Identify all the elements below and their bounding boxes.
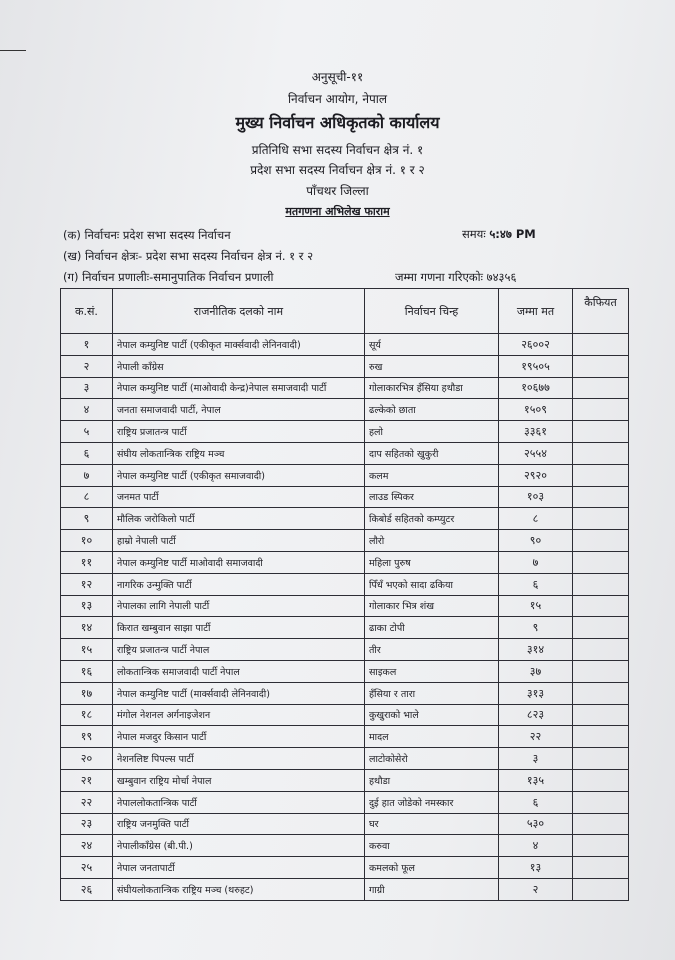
party-name-cell: जनमत पार्टी: [113, 486, 365, 508]
federal-constituency: प्रतिनिधि सभा सदस्य निर्वाचन क्षेत्र नं. १: [251, 143, 424, 157]
serial-cell: ५: [61, 421, 113, 443]
remarks-cell: [573, 442, 629, 464]
table-row: [61, 704, 629, 726]
votes-cell: ६: [499, 791, 573, 813]
time-label: समयः: [462, 227, 486, 241]
remarks-cell: [573, 508, 629, 530]
party-name-cell: नेपाल मजदुर किसान पार्टी: [113, 726, 365, 748]
table-row: [61, 660, 629, 682]
votes-cell: ८: [499, 508, 573, 530]
party-name-cell: नेपालका लागि नेपाली पार्टी: [113, 595, 365, 617]
symbol-cell: कुखुराको भाले: [365, 704, 499, 726]
remarks-cell: [573, 464, 629, 486]
remarks-cell: [573, 355, 629, 377]
table-row: [61, 639, 629, 661]
party-name-cell: मंगोल नेशनल अर्गनाइजेशन: [113, 704, 365, 726]
votes-cell: ३: [499, 748, 573, 770]
party-name-cell: राष्ट्रिय जनमुक्ति पार्टी: [113, 813, 365, 835]
table-row: [61, 878, 629, 900]
votes-cell: ७: [499, 551, 573, 573]
form-title: मतगणना अभिलेख फाराम: [285, 205, 390, 218]
remarks-cell: [573, 682, 629, 704]
vote-count-table: [60, 288, 629, 901]
serial-cell: २४: [61, 835, 113, 857]
votes-cell: ३३६१: [499, 421, 573, 443]
serial-cell: ४: [61, 399, 113, 421]
party-name-cell: संघीय लोकतान्त्रिक राष्ट्रिय मञ्च: [113, 442, 365, 464]
party-name-cell: हाम्रो नेपाली पार्टी: [113, 530, 365, 552]
serial-cell: २२: [61, 791, 113, 813]
serial-cell: २६: [61, 878, 113, 900]
provincial-constituency: प्रदेश सभा सदस्य निर्वाचन क्षेत्र नं. १ र २: [250, 163, 425, 177]
votes-cell: ३१४: [499, 639, 573, 661]
symbol-cell: लौरो: [365, 530, 499, 552]
votes-cell: १५: [499, 595, 573, 617]
serial-cell: २०: [61, 748, 113, 770]
symbol-cell: मादल: [365, 726, 499, 748]
remarks-cell: [573, 748, 629, 770]
serial-cell: १६: [61, 660, 113, 682]
votes-cell: ५३०: [499, 813, 573, 835]
remarks-cell: [573, 421, 629, 443]
party-name-cell: नेपाल कम्युनिष्ट पार्टी (माओवादी केन्द्र)नेपाल समाजवादी पार्टी: [113, 377, 365, 399]
votes-cell: २६००२: [499, 334, 573, 356]
table-row: [61, 486, 629, 508]
table-row: [61, 442, 629, 464]
table-row: [61, 595, 629, 617]
party-name-cell: नेपालीकाँग्रेस (बी.पी.): [113, 835, 365, 857]
votes-cell: ९०: [499, 530, 573, 552]
symbol-cell: पिँधँ भएको सादा ढकिया: [365, 573, 499, 595]
serial-cell: ९: [61, 508, 113, 530]
party-name-cell: नेपाल जनतापार्टी: [113, 857, 365, 879]
table-row: [61, 355, 629, 377]
party-name-cell: नेपाललोकतान्त्रिक पार्टी: [113, 791, 365, 813]
table-row: [61, 377, 629, 399]
total-counted: [395, 270, 517, 285]
table-row: [61, 617, 629, 639]
table-row: [61, 835, 629, 857]
table-row: [61, 682, 629, 704]
serial-cell: २: [61, 355, 113, 377]
party-name-cell: नेशनलिष्ट पिपल्स पार्टी: [113, 748, 365, 770]
remarks-cell: [573, 704, 629, 726]
serial-cell: १८: [61, 704, 113, 726]
party-name-cell: मौलिक जरोकिलो पार्टी: [113, 508, 365, 530]
serial-cell: ११: [61, 551, 113, 573]
remarks-cell: [573, 813, 629, 835]
serial-cell: १३: [61, 595, 113, 617]
votes-cell: २२: [499, 726, 573, 748]
serial-cell: २१: [61, 769, 113, 791]
total-counted-label: जम्मा गणना गरिएकोः: [395, 270, 483, 284]
remarks-cell: [573, 617, 629, 639]
symbol-cell: हलो: [365, 421, 499, 443]
votes-cell: १९५०५: [499, 355, 573, 377]
margin-line: [0, 50, 26, 51]
table-row: [61, 508, 629, 530]
table-row: [61, 334, 629, 356]
party-name-cell: नेपाली काँग्रेस: [113, 355, 365, 377]
serial-cell: १०: [61, 530, 113, 552]
serial-cell: ७: [61, 464, 113, 486]
election-type: (क) निर्वाचनः प्रदेश सभा सदस्य निर्वाचन: [63, 228, 231, 242]
party-name-cell: नेपाल कम्युनिष्ट पार्टी (एकीकृत मार्क्सवादी लेनिनवादी): [113, 334, 365, 356]
remarks-cell: [573, 835, 629, 857]
symbol-cell: साइकल: [365, 660, 499, 682]
table-row: [61, 399, 629, 421]
party-name-cell: लोकतान्त्रिक समाजवादी पार्टी नेपाल: [113, 660, 365, 682]
symbol-cell: किबोर्ड सहितको कम्प्युटर: [365, 508, 499, 530]
votes-cell: ८२३: [499, 704, 573, 726]
district-name: पाँचथर जिल्ला: [306, 184, 369, 198]
col-header-remarks: कैफियत: [573, 289, 629, 334]
party-name-cell: नेपाल कम्युनिष्ट पार्टी माओवादी समाजवादी: [113, 551, 365, 573]
votes-cell: ९: [499, 617, 573, 639]
symbol-cell: घर: [365, 813, 499, 835]
votes-cell: ३७: [499, 660, 573, 682]
remarks-cell: [573, 660, 629, 682]
table-row: [61, 726, 629, 748]
symbol-cell: तीर: [365, 639, 499, 661]
party-name-cell: राष्ट्रिय प्रजातन्त्र पार्टी नेपाल: [113, 639, 365, 661]
table-row: [61, 530, 629, 552]
symbol-cell: लाटोकोसेरो: [365, 748, 499, 770]
votes-cell: २९२०: [499, 464, 573, 486]
party-name-cell: नेपाल कम्युनिष्ट पार्टी (एकीकृत समाजवादी): [113, 464, 365, 486]
table-row: [61, 769, 629, 791]
votes-cell: १०३: [499, 486, 573, 508]
remarks-cell: [573, 769, 629, 791]
schedule-label: अनुसूची-११: [311, 70, 364, 84]
party-name-cell: संघीयलोकतान्त्रिक राष्ट्रिय मञ्च (थरुहट): [113, 878, 365, 900]
office-title: मुख्य निर्वाचन अधिकृतको कार्यालय: [235, 113, 440, 132]
party-name-cell: खम्बुवान राष्ट्रिय मोर्चा नेपाल: [113, 769, 365, 791]
remarks-cell: [573, 726, 629, 748]
remarks-cell: [573, 551, 629, 573]
symbol-cell: दुई हात जोडेको नमस्कार: [365, 791, 499, 813]
symbol-cell: सूर्य: [365, 334, 499, 356]
symbol-cell: दाप सहितको खुकुरी: [365, 442, 499, 464]
symbol-cell: ढाका टोपी: [365, 617, 499, 639]
serial-cell: ८: [61, 486, 113, 508]
party-name-cell: राष्ट्रिय प्रजातन्त्र पार्टी: [113, 421, 365, 443]
symbol-cell: कलम: [365, 464, 499, 486]
votes-cell: ३१३: [499, 682, 573, 704]
remarks-cell: [573, 486, 629, 508]
time-value: ५:४७ PM: [489, 227, 536, 241]
total-counted-value: ७४३५६: [486, 270, 517, 284]
table-row: [61, 421, 629, 443]
votes-cell: २५५४: [499, 442, 573, 464]
serial-cell: १५: [61, 639, 113, 661]
remarks-cell: [573, 878, 629, 900]
party-name-cell: नेपाल कम्युनिष्ट पार्टी (मार्क्सवादी लेनिनवादी): [113, 682, 365, 704]
votes-cell: १५०९: [499, 399, 573, 421]
votes-cell: १३५: [499, 769, 573, 791]
symbol-cell: हथौडा: [365, 769, 499, 791]
party-name-cell: जनता समाजवादी पार्टी, नेपाल: [113, 399, 365, 421]
symbol-cell: करुवा: [365, 835, 499, 857]
serial-cell: १: [61, 334, 113, 356]
serial-cell: १९: [61, 726, 113, 748]
remarks-cell: [573, 595, 629, 617]
remarks-cell: [573, 530, 629, 552]
commission-name: निर्वाचन आयोग, नेपाल: [287, 92, 388, 106]
election-system: (ग) निर्वाचन प्रणालीः-समानुपातिक निर्वाचन प्रणाली: [63, 270, 274, 284]
remarks-cell: [573, 857, 629, 879]
table-body: [61, 334, 629, 901]
symbol-cell: गोलाकार भित्र शंख: [365, 595, 499, 617]
table-row: [61, 748, 629, 770]
votes-cell: ६: [499, 573, 573, 595]
votes-cell: २: [499, 878, 573, 900]
table-row: [61, 573, 629, 595]
serial-cell: ६: [61, 442, 113, 464]
remarks-cell: [573, 334, 629, 356]
symbol-cell: गाग्री: [365, 878, 499, 900]
col-header-symbol: निर्वाचन चिन्ह: [365, 289, 499, 334]
votes-cell: १०६७७: [499, 377, 573, 399]
col-header-serial: क.सं.: [61, 289, 113, 334]
table-row: [61, 857, 629, 879]
symbol-cell: लाउड स्पिकर: [365, 486, 499, 508]
serial-cell: २५: [61, 857, 113, 879]
votes-cell: ४: [499, 835, 573, 857]
symbol-cell: महिला पुरुष: [365, 551, 499, 573]
table-row: [61, 464, 629, 486]
col-header-votes: जम्मा मत: [499, 289, 573, 334]
table-row: [61, 791, 629, 813]
symbol-cell: कमलको फूल: [365, 857, 499, 879]
symbol-cell: रुख: [365, 355, 499, 377]
party-name-cell: नागरिक उन्मुक्ति पार्टी: [113, 573, 365, 595]
remarks-cell: [573, 377, 629, 399]
serial-cell: १२: [61, 573, 113, 595]
symbol-cell: गोलाकारभित्र हँसिया हथौडा: [365, 377, 499, 399]
serial-cell: ३: [61, 377, 113, 399]
party-name-cell: किरात खम्बुवान साझा पार्टी: [113, 617, 365, 639]
remarks-cell: [573, 791, 629, 813]
serial-cell: १७: [61, 682, 113, 704]
count-time: [462, 227, 536, 242]
table-row: [61, 551, 629, 573]
remarks-cell: [573, 399, 629, 421]
votes-cell: १३: [499, 857, 573, 879]
serial-cell: २३: [61, 813, 113, 835]
remarks-cell: [573, 639, 629, 661]
serial-cell: १४: [61, 617, 113, 639]
constituency-line: (ख) निर्वाचन क्षेत्रः- प्रदेश सभा सदस्य निर्वाचन क्षेत्र नं. १ र २: [63, 249, 314, 263]
table-row: [61, 813, 629, 835]
symbol-cell: ढल्केको छाता: [365, 399, 499, 421]
col-header-party: राजनीतिक दलको नाम: [113, 289, 365, 334]
symbol-cell: हँसिया र तारा: [365, 682, 499, 704]
table-header-row: [61, 289, 629, 334]
remarks-cell: [573, 573, 629, 595]
